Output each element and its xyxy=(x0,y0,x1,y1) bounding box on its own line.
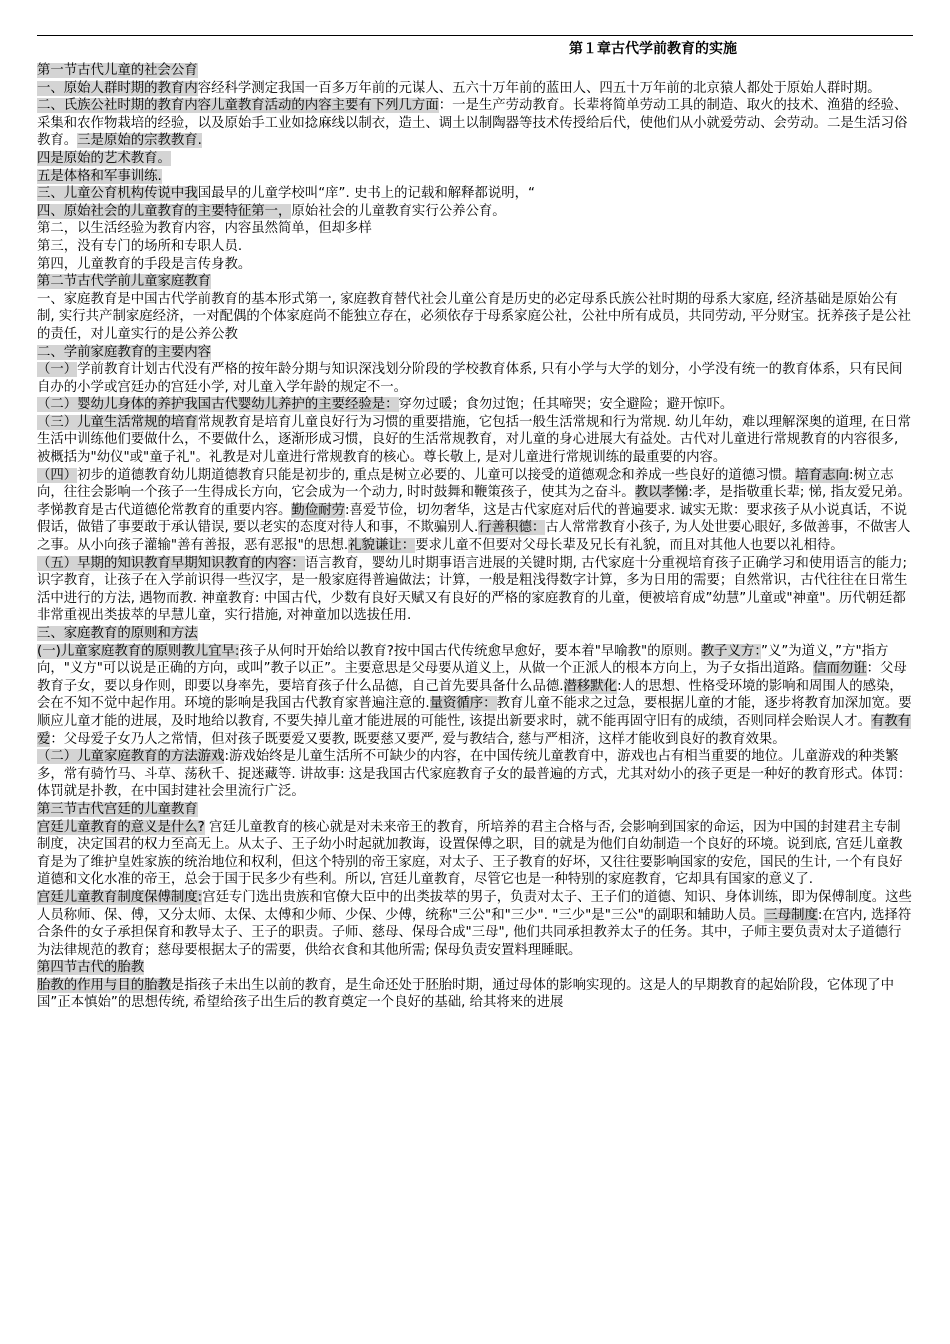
paragraph xyxy=(37,97,913,150)
body-text: 宫廷儿童教育的核心就是对未来帝王的教育，所培养的君主合格与否, 会影响到国家的命运，因为中国的封建君主专制制度，决定国君的权力至高无上。从太子、王子幼小时起就加教诲，设置保傅之职，目的就是为他们自幼制造一个良好的环境。说到底, 宫廷儿童教育是为了维护皇姓家族的统治地位和权利，但这个特别的帝王家庭，对太子、王子教育的好坏，又往往要影响国家的安危，国民的生计, 一个有良好道德和文化水准的帝王，总会于国于民多少有些利。所以, 宫廷儿童教育，尽管它也是一种特别的家庭教育，它却具有国家的意义了. xyxy=(37,819,903,888)
body-text: :游戏始终是儿童生活所不可缺少的内容，在中国传统儿童教育中，游戏也占有相当重要的地位。儿童游戏的种类繁多，常有骑竹马、斗草、荡秋千、捉迷藏等. 讲故事: 这是我国古代家庭教育子女的最普遍的方式，尤其对幼小的孩子更是一种好的教育形式。体罚：体罚就是扑教，在中国封建社会里流行广泛。 xyxy=(37,749,912,800)
paragraph xyxy=(37,273,913,291)
body-text: 容经科学测定我国一百多万年前的元谋人、五六十万年前的蓝田人、四五十万年前的北京猿人都处于原始人群时期。 xyxy=(197,80,881,96)
paragraph xyxy=(37,185,913,203)
highlighted-heading: 四、原始社会的儿童教育的主要特征第一， xyxy=(37,203,292,219)
body-text: ：父母教育子女，要以身作则，即要以身率先，要培育孩子什么品德，自己首先要具备什么品德. xyxy=(37,661,907,694)
highlighted-heading: 第一节古代儿童的社会公育 xyxy=(37,63,198,78)
chapter-title: 第１章古代学前教育的实施 xyxy=(569,41,737,57)
body-text: :树立志向，往往会影响一个孩子一生得成长方向，它会成为一个动力, 时时鼓舞和鞭策孩子，使其为之奋斗。 xyxy=(37,467,894,501)
highlighted-heading: 四是原始的艺术教育。 xyxy=(37,150,171,166)
highlighted-heading: 二、学前家庭教育的主要内容 xyxy=(37,344,212,360)
highlighted-heading: 第三节古代宫廷的儿童教育 xyxy=(37,801,198,817)
highlighted-heading: 培育志向 xyxy=(795,467,849,483)
document-body xyxy=(37,62,913,1012)
body-text: 古人常常教育小孩子, 为人处世要心眼好, 多做善事，不做害人之事。从小向孩子灌输"善有善报，恶有恶报"的思想. xyxy=(37,520,911,554)
paragraph xyxy=(37,625,913,643)
highlighted-heading: （二）儿童家庭教育的方法游戏 xyxy=(37,749,225,765)
body-text: 原始社会的儿童教育实行公养公育。 xyxy=(291,203,506,219)
paragraph xyxy=(37,889,913,959)
paragraph xyxy=(37,168,913,186)
paragraph xyxy=(37,555,913,625)
highlighted-heading: 行善积德： xyxy=(478,520,546,536)
highlighted-heading: （四） xyxy=(37,467,78,483)
body-text: 宫廷专门选出贵族和官僚大臣中的出类拔萃的男子，负责对太子、王子们的道德、知识、身体训练，即为保傅制度。这些人员称师、保、傅，又分太师、太保、太傅和少师、少保、少傅，统称"三公"和"三少". "三少"是"三公"的副职和辅助人员。 xyxy=(37,889,912,923)
highlighted-heading: 教以孝悌 xyxy=(634,485,689,501)
body-text: ：父母爱子女乃人之常情，但对孩子既要爱又要教, 既要慈又要严, 爱与教结合, 慈与严相济，这样才能收到良好的教育效果。 xyxy=(50,731,786,747)
highlighted-heading: 三、家庭教育的原则和方法 xyxy=(37,626,198,641)
body-text: :人的思想、性格受环境的影响和周围人的感染，会在不知不觉中起作用。环境的影响是我国古代教育家普遍注意的. xyxy=(37,678,903,712)
highlighted-heading: 有教有爱 xyxy=(37,713,912,747)
paragraph xyxy=(37,344,913,362)
body-text: 第二，以生活经验为教育内容，内容虽然简单，但却多样 xyxy=(37,221,372,237)
paragraph xyxy=(37,291,913,344)
body-text: 学前教育计划古代没有严格的按年龄分期与知识深浅划分阶段的学校教育体系, 只有小学与大学的划分，小学没有统一的教育体系，只有民间自办的小学或宫廷办的宫廷小学, 对儿童入学年龄的规定不一。 xyxy=(37,362,903,395)
body-text: 常规教育是培育儿童良好行为习惯的重要措施，它包括一般生活常规和行为常规. 幼儿年幼，难以理解深奥的道理, 在日常生活中训练他们要做什么，不要做什么，逐渐形成习惯，良好的生活常规教育，对儿童的身心进展大有益处。古代对儿童进行常规教育的内容很多, 被概括为"幼仪"或"童子礼"。礼教是对儿童进行常规教育的核心。尊长敬上, 是对儿童进行常规训练的最重要的内容。 xyxy=(37,414,912,466)
highlighted-heading: 量资循序： xyxy=(429,696,497,712)
highlighted-heading: (一)儿童家庭教育的原则教儿宜早: xyxy=(37,643,240,659)
body-text: 是指孩子未出生以前的教育，是生命还处于胚胎时期，通过母体的影响实现的。这是人的早期教育的起始阶段，它体现了中国”正本慎始”的思想传统, 希望给孩子出生后的教育奠定一个良好的基础, 给其将来的进展 xyxy=(37,977,894,1011)
document-page xyxy=(37,35,913,1012)
paragraph xyxy=(37,959,913,977)
body-text: 穿勿过暖；食勿过饱；任其啼哭；安全避险；避开惊吓。 xyxy=(398,397,734,413)
highlighted-heading: （三）儿童生活常规的培育 xyxy=(37,414,198,430)
body-text: :在宫内, 选择符合条件的女子承担保育和教导太子、王子的职责。子师、慈母、保母合成"三母", 他们共同承担教养太子的任务。其中，子师主要负责对太子道德行为法律规范的教育；慈母要根据太子的需要，供给衣食和其他所需; 保母负责安置料理睡眠。 xyxy=(37,907,912,958)
paragraph xyxy=(37,62,913,80)
highlighted-heading: 勤俭耐劳 xyxy=(291,502,345,518)
body-text: 一、家庭教育是中国古代学前教育的基本形式第一, 家庭教育替代社会儿童公育是历史的必定母系氏族公社时期的母系大家庭, 经济基础是原始公有制, 实行共产制家庭经济，一对配偶的个体家庭尚不能独立存在，必须依存于母系家庭公社，公社中所有成员，共同劳动, 平分财宝。抚养孩子是公社的责任，对儿童实行的是公养公教 xyxy=(37,291,912,342)
paragraph xyxy=(37,203,913,221)
highlighted-heading: 二、氏族公社时期的教育内容儿童教育活动的内容主要有下列几方面 xyxy=(37,98,439,114)
highlighted-heading: 礼貌谦让： xyxy=(348,538,416,554)
highlighted-heading: 三母制度 xyxy=(764,907,818,923)
paragraph xyxy=(37,801,913,819)
highlighted-heading: （一） xyxy=(37,362,78,378)
highlighted-heading: 宫廷儿童教育的意义是什么? xyxy=(37,819,205,835)
body-text: 孩子从何时开始给以教育?按中国古代传统愈早愈好，要本着"早喻教"的原则。 xyxy=(239,643,701,659)
highlighted-heading: 信而勿诳 xyxy=(813,661,867,677)
paragraph xyxy=(37,977,913,1012)
body-text: :喜爱节俭，切勿奢华，这是古代家庭对后代的普遍要求. 诚实无欺：要求孩子从小说真话，不说假话，做错了事要敢于承认错误, 要以老实的态度对待人和事，不欺骗别人. xyxy=(37,502,908,536)
highlighted-heading: 宫廷儿童教育制度保傅制度: xyxy=(37,889,203,905)
highlighted-heading: 五是体格和军事训练. xyxy=(37,168,162,184)
body-text: 初步的道德教育幼儿期道德教育只能是初步的, 重点是树立必要的、儿童可以接受的道德观念和养成一些良好的道德习惯。 xyxy=(77,467,796,483)
highlighted-heading: （五）早期的知识教育早期知识教育的内容： xyxy=(37,555,305,571)
highlighted-heading: 第四节古代的胎教 xyxy=(37,960,145,976)
paragraph xyxy=(37,220,913,238)
paragraph xyxy=(37,150,913,168)
highlighted-heading: 教子义方： xyxy=(700,643,762,659)
highlighted-heading: 三、儿童公育机构传说中我 xyxy=(37,186,198,202)
paragraph xyxy=(37,396,913,414)
body-text: 第四，儿童教育的手段是言传身教。 xyxy=(37,256,252,272)
highlighted-heading: 潜移默化 xyxy=(563,678,618,694)
highlighted-heading: 一、原始人群时期的教育内 xyxy=(37,80,198,96)
highlighted-heading: 胎教的作用与目的胎教 xyxy=(37,977,171,993)
highlighted-heading: 第二节古代学前儿童家庭教育 xyxy=(37,274,212,290)
paragraph xyxy=(37,819,913,889)
paragraph xyxy=(37,361,913,396)
body-text: 国最早的儿童学校叫“庠”. 史书上的记载和解释都说明，“ xyxy=(197,186,535,202)
paragraph xyxy=(37,238,913,256)
body-text: 教育儿童不能求之过急，要根据儿童的才能，逐步将教育加深加宽。要顺应儿童才能的进展，及时地给以教育, 不要失掉儿童才能进展的可能性, 该提出新要求时，就不能再固守旧有的成绩，否则同样会贻误人才。 xyxy=(37,696,912,729)
highlighted-heading: （二）婴幼儿身体的养护我国古代婴幼儿养护的主要经验是： xyxy=(37,397,399,413)
body-text: 语言教育，婴幼儿时期事语言进展的关键时期, 古代家庭十分重视培育孩子正确学习和使用语言的能力; 识字教育，让孩子在入学前识得一些汉字，是一般家庭得普遍做法；计算，一般是粗浅得数字计算，多为日用的需要；自然常识，古代往往在日常生活中进行的方法, 遇物而教. 神童教育: 中国古代，少数有良好天赋又有良好的严格的家庭教育的儿童，便被培育成”幼慧”儿童或"神童"。历代朝廷都非常重视出类拔萃的早慧儿童，实行措施, 对神童加以选拔任用. xyxy=(37,555,908,624)
paragraph xyxy=(37,748,913,801)
body-text: ：一是生产劳动教育。长辈将简单劳动工具的制造、取火的技术、渔猎的经验、采集和农作物栽培的经验，以及原始手工业如捻麻线以制衣，造土、调土以制陶器等技术传授给后代，使他们从小就爱劳动、会劳动。二是生活习俗教育。 xyxy=(37,98,908,149)
paragraph xyxy=(37,643,913,749)
highlighted-heading: 三是原始的宗教教育. xyxy=(77,133,202,149)
paragraph xyxy=(37,414,913,467)
body-text: ”义”为道义，”方"指方向，"义方"可以说是正确的方向，或叫”教子以正”。主要意思是父母要从道义上，从做一个正派人的根本方向上，为子女指出道路。 xyxy=(37,643,889,677)
paragraph xyxy=(37,80,913,98)
paragraph xyxy=(37,256,913,274)
body-text: :孝，是指敬重长辈; 悌, 指友爱兄弟。孝悌教育是古代道德伦常教育的重要内容。 xyxy=(37,485,911,518)
body-text: 要求儿童不但要对父母长辈及兄长有礼貌，而且对其他人也要以礼相待。 xyxy=(415,538,844,554)
paragraph xyxy=(37,467,913,555)
body-text: 第三，没有专门的场所和专职人员. xyxy=(37,238,243,254)
top-rule xyxy=(37,35,913,36)
